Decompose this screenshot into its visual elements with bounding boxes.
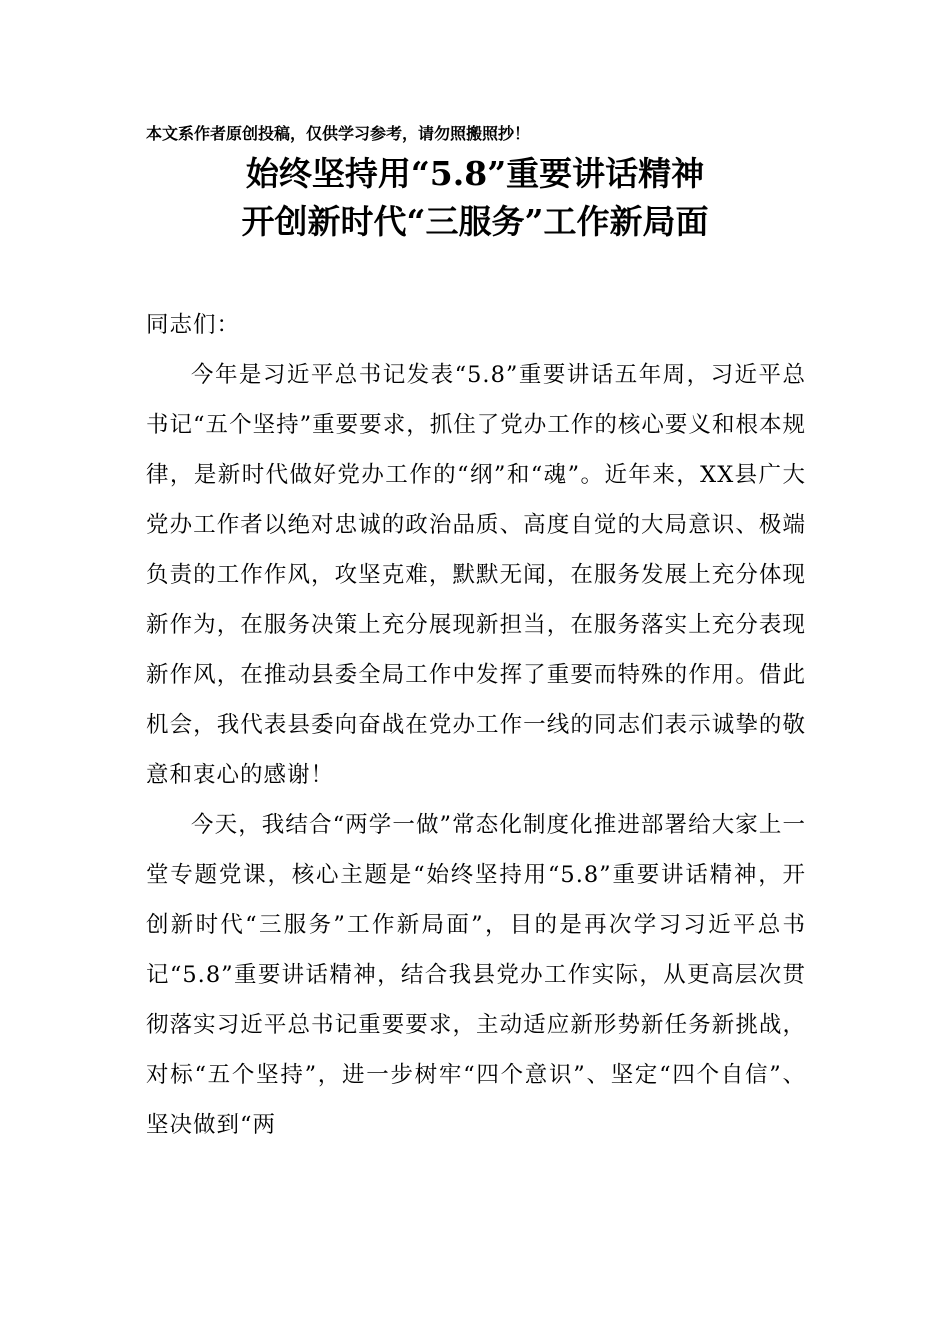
copyright-notice: 本文系作者原创投稿，仅供学习参考，请勿照搬照抄！ — [146, 124, 531, 143]
salutation: 同志们： — [146, 312, 241, 338]
title-line-2: 开创新时代“三服务”工作新局面 — [241, 202, 709, 241]
title-line-1: 始终坚持用“5.8”重要讲话精神 — [245, 154, 705, 193]
paragraph-1: 今年是习近平总书记发表“5.8”重要讲话五年周，习近平总书记“五个坚持”重要要求，抓住了党办工作的核心要义和根本规律，是新时代做好党办工作的“纲”和“魂”。近年来，XX县广大党办工作者以绝对忠诚的政治品质、高度自觉的大局意识、极端负责的工作作风，攻坚克难，默默无闻，在服务发展上充分体现新作为，在服务决策上充分展现新担当，在服务落实上充分表现新作风，在推动县委全局工作中发挥了重要而特殊的作用。借此机会，我代表县委向奋战在党办工作一线的同志们表示诚挚的敬意和衷心的感谢！ — [146, 362, 806, 788]
paragraph-2: 今天，我结合“两学一做”常态化制度化推进部署给大家上一堂专题党课，核心主题是“始终坚持用“5.8”重要讲话精神，开创新时代“三服务”工作新局面”，目的是再次学习习近平总书记“5.8”重要讲话精神，结合我县党办工作实际，从更高层次贯彻落实习近平总书记重要要求，主动适应新形势新任务新挑战，对标“五个坚持”，进一步树牢“四个意识”、坚定“四个自信”、坚决做到“两 — [146, 812, 806, 1138]
document-body — [146, 300, 806, 1150]
